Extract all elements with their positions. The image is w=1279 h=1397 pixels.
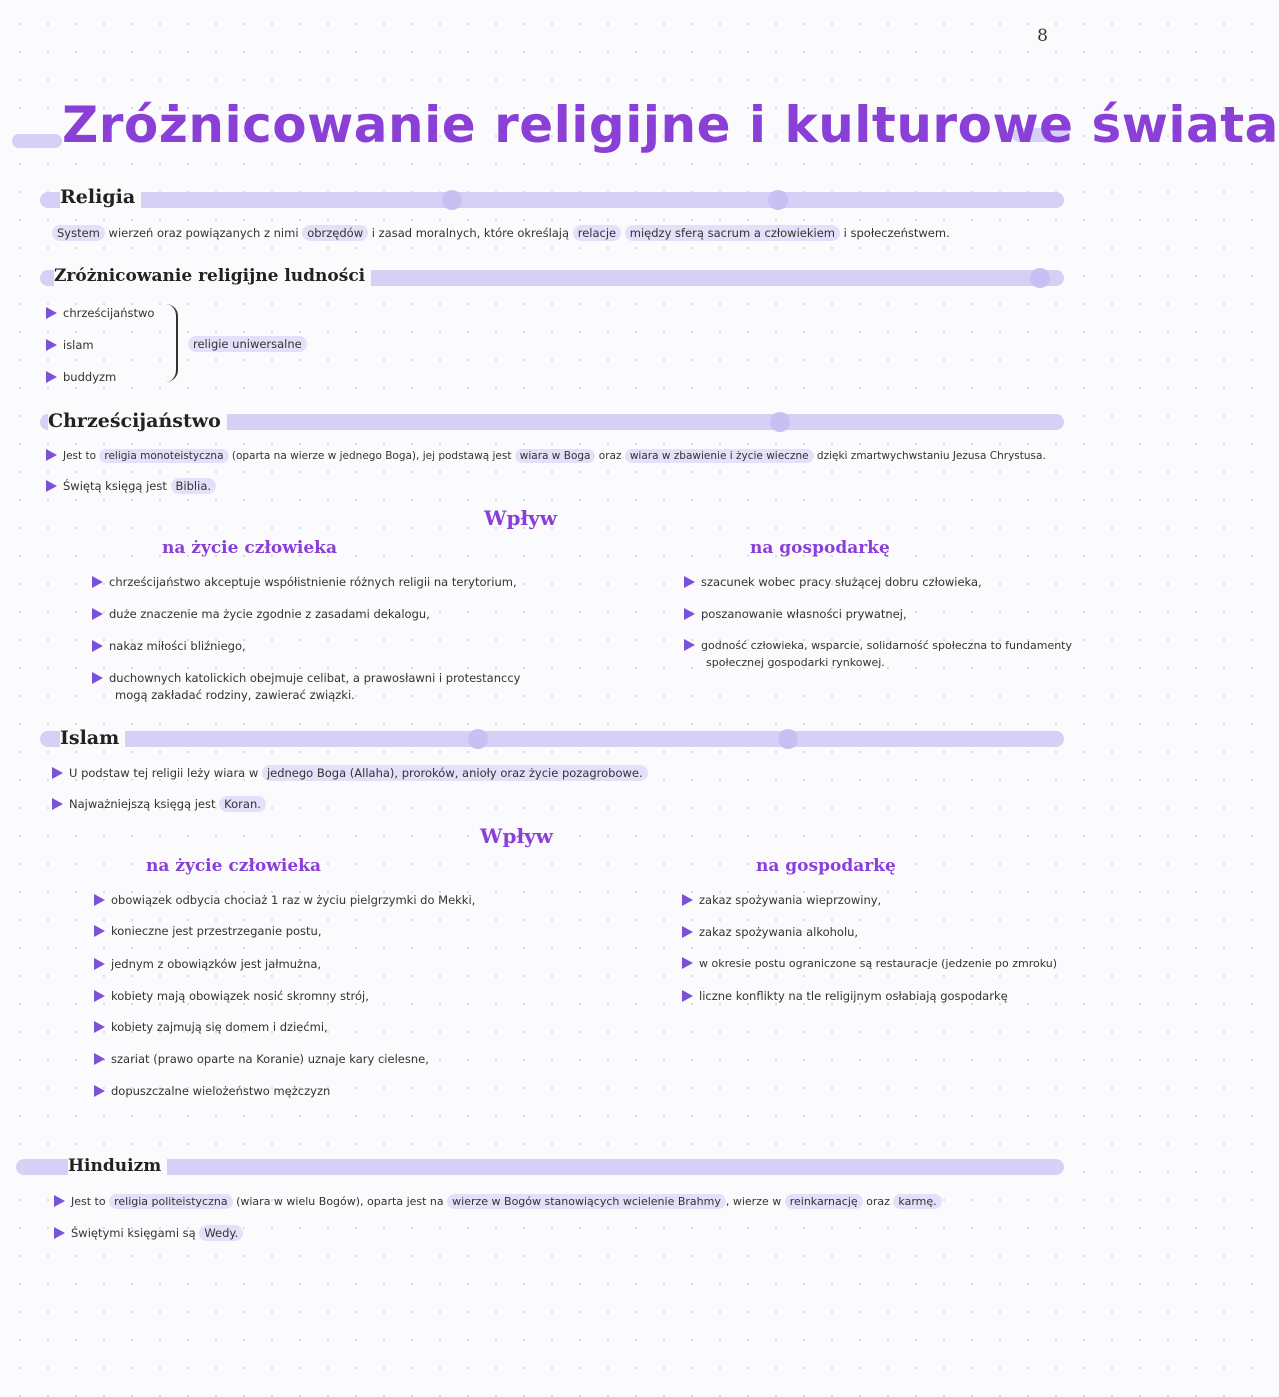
islam-intro-1: U podstaw tej religii leży wiara w jednego Boga (Allaha), proroków, anioły oraz życie pozagrobowe. xyxy=(52,766,648,780)
section-heading-zroznicowanie: Zróżnicowanie religijne ludności xyxy=(54,266,371,286)
list-item: godność człowieka, wsparcie, solidarność społeczna to fundamenty xyxy=(684,639,1072,652)
list-item: duże znaczenie ma życie zgodnie z zasadami dekalogu, xyxy=(92,607,430,621)
bullet-icon xyxy=(684,639,695,651)
econ-heading: na gospodarkę xyxy=(750,538,890,558)
bullet-icon xyxy=(52,767,63,779)
list-item: szariat (prawo oparte na Koranie) uznaje kary cielesne, xyxy=(94,1052,429,1066)
list-item: kobiety mają obowiązek nosić skromny strój, xyxy=(94,989,369,1003)
bullet-icon xyxy=(46,480,57,492)
list-item: dopuszczalne wielożeństwo mężczyzn xyxy=(94,1084,330,1098)
wplyw-heading: Wpływ xyxy=(480,824,553,848)
brace-label: religie uniwersalne xyxy=(188,337,307,351)
list-item: obowiązek odbycia chociaż 1 raz w życiu pielgrzymki do Mekki, xyxy=(94,893,475,907)
bullet-icon xyxy=(94,1053,105,1065)
bullet-icon xyxy=(94,1085,105,1097)
list-item: zakaz spożywania wieprzowiny, xyxy=(682,893,881,907)
section-bar-islam xyxy=(40,731,1064,747)
bullet-icon xyxy=(46,307,57,319)
bullet-icon xyxy=(684,576,695,588)
bullet-icon xyxy=(92,672,103,684)
list-item: chrześcijaństwo akceptuje współistnienie różnych religii na terytorium, xyxy=(92,575,517,589)
bullet-icon xyxy=(52,798,63,810)
bullet-icon xyxy=(94,990,105,1002)
bullet-icon xyxy=(92,576,103,588)
bullet-icon xyxy=(46,339,57,351)
brace-icon xyxy=(166,304,178,382)
list-item: zakaz spożywania alkoholu, xyxy=(682,925,858,939)
bullet-icon xyxy=(54,1227,65,1239)
bullet-icon xyxy=(94,894,105,906)
bullet-icon xyxy=(92,640,103,652)
bullet-icon xyxy=(92,608,103,620)
page-number: 8 xyxy=(1037,26,1048,46)
bullet-icon xyxy=(682,990,693,1002)
list-item: w okresie postu ograniczone są restauracje (jedzenie po zmroku) xyxy=(682,957,1057,970)
list-item: kobiety zajmują się domem i dziećmi, xyxy=(94,1020,328,1034)
hinduizm-intro-2: Świętymi księgami są Wedy. xyxy=(54,1226,243,1240)
list-item-continuation: mogą zakładać rodziny, zawierać związki. xyxy=(115,688,355,702)
list-item: islam xyxy=(46,338,94,352)
chrzescijanstwo-intro-1: Jest to religia monoteistyczna (oparta na wierze w jednego Boga), jej podstawą jest wiara w Boga oraz wiara w zbawienie i życie wieczne dzięki zmartwychwstaniu Jezusa Chrystusa. xyxy=(46,449,1046,464)
section-bar-hinduizm xyxy=(16,1159,1064,1175)
page-title: Zróżnicowanie religijne i kulturowe świata xyxy=(62,96,1279,154)
list-item: konieczne jest przestrzeganie postu, xyxy=(94,924,321,938)
religia-definition: System wierzeń oraz powiązanych z nimi obrzędów i zasad moralnych, które określają relacje między sferą sacrum a człowiekiem i społeczeństwem. xyxy=(52,226,950,240)
bullet-icon xyxy=(54,1195,65,1207)
list-item-continuation: społecznej gospodarki rynkowej. xyxy=(706,656,885,669)
bullet-icon xyxy=(94,958,105,970)
econ-heading: na gospodarkę xyxy=(756,856,896,876)
list-item: duchownych katolickich obejmuje celibat, a prawosławni i protestanccy xyxy=(92,671,520,685)
section-heading-islam: Islam xyxy=(60,727,125,749)
bullet-icon xyxy=(684,608,695,620)
life-heading: na życie człowieka xyxy=(162,538,337,558)
section-heading-religia: Religia xyxy=(60,186,141,208)
list-item: jednym z obowiązków jest jałmużna, xyxy=(94,957,321,971)
list-item: buddyzm xyxy=(46,370,116,384)
bullet-icon xyxy=(682,957,693,969)
life-heading: na życie człowieka xyxy=(146,856,321,876)
bullet-icon xyxy=(94,1021,105,1033)
bullet-icon xyxy=(682,894,693,906)
hinduizm-intro-1: Jest to religia politeistyczna (wiara w wielu Bogów), oparta jest na wierze w Bogów stanowiących wcielenie Brahmy , wierze w reinkarnację oraz karmę. xyxy=(54,1194,942,1209)
section-heading-hinduizm: Hinduizm xyxy=(68,1156,167,1176)
list-item: poszanowanie własności prywatnej, xyxy=(684,607,907,621)
section-bar-religia xyxy=(40,192,1064,208)
list-item: szacunek wobec pracy służącej dobru człowieka, xyxy=(684,575,982,589)
title-decor-left xyxy=(12,134,62,148)
list-item: chrześcijaństwo xyxy=(46,306,154,320)
bullet-icon xyxy=(46,371,57,383)
bullet-icon xyxy=(94,925,105,937)
islam-intro-2: Najważniejszą księgą jest Koran. xyxy=(52,797,266,811)
list-item: nakaz miłości bliźniego, xyxy=(92,639,246,653)
bullet-icon xyxy=(46,449,57,461)
section-heading-chrzescijanstwo: Chrześcijaństwo xyxy=(48,410,227,432)
bullet-icon xyxy=(682,926,693,938)
list-item: liczne konflikty na tle religijnym osłabiają gospodarkę xyxy=(682,989,1008,1003)
chrzescijanstwo-intro-2: Świętą księgą jest Biblia. xyxy=(46,479,216,493)
wplyw-heading: Wpływ xyxy=(484,506,557,530)
